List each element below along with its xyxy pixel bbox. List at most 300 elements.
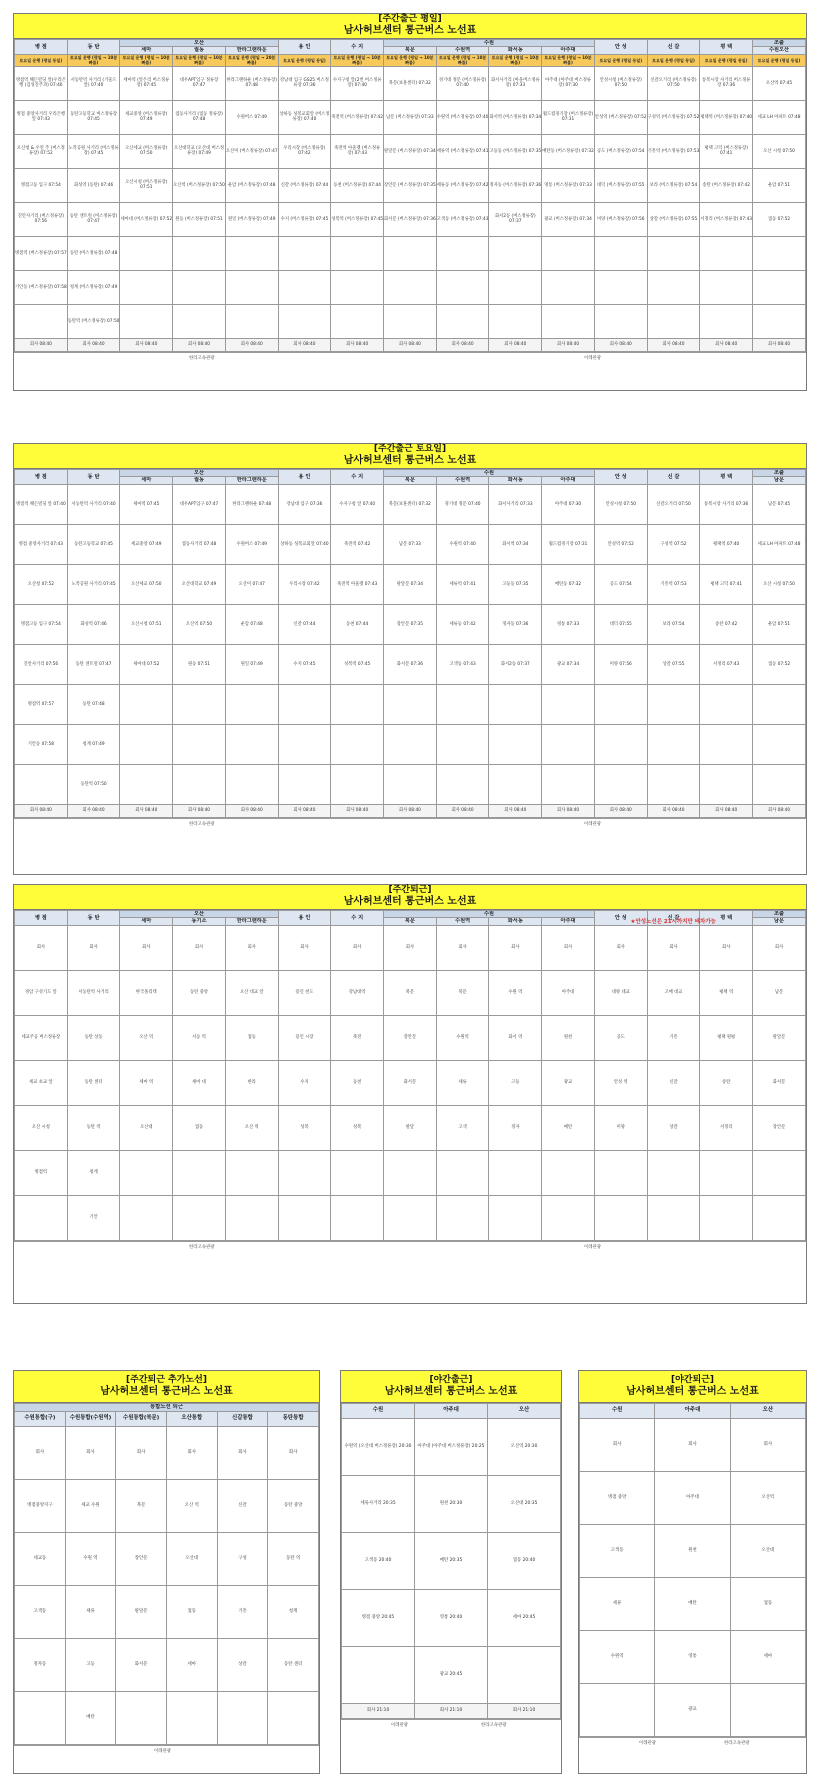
arrival-cell: 회사 21:10 xyxy=(342,1703,415,1718)
column-header: 수원통합(북문) xyxy=(116,1411,167,1426)
arrival-cell: 회사 08:40 xyxy=(331,338,384,351)
stop-cell: 죽전역 (버스정류장) 07:42 xyxy=(331,100,384,134)
column-header: 오산통합 xyxy=(166,1411,217,1426)
stop-cell: 세교 LH 아파트 07:48 xyxy=(753,100,806,134)
stop-cell xyxy=(225,270,278,304)
stop-cell: 고색동 (버스정류장) 07:43 xyxy=(436,202,489,236)
stop-cell: 월드컵경기장 07:31 xyxy=(542,524,595,564)
stop-cell xyxy=(700,304,753,338)
column-header: 병 점 xyxy=(15,39,68,54)
schedule-note: 토요일 운행 (평일 → 10분 빠름) xyxy=(331,54,384,66)
sheet-title-main: 남사허브센터 통근버스 노선표 xyxy=(343,25,477,37)
column-header: 수원통합(구) xyxy=(15,1411,66,1426)
stop-cell xyxy=(173,764,226,804)
stop-cell xyxy=(278,764,331,804)
stop-cell: 신갈 xyxy=(647,1060,700,1105)
stop-cell xyxy=(753,724,806,764)
stop-cell xyxy=(542,764,595,804)
stop-cell: 경기대 정문 (버스정류장) 07:40 xyxy=(436,66,489,100)
stop-cell: 세류 xyxy=(65,1585,116,1638)
stop-cell: 병점 중앙사거리 우리은행 앞 07:43 xyxy=(15,100,68,134)
stop-cell: 오산시청 (버스정류장) 07:51 xyxy=(120,168,173,202)
stop-cell: 평택역 (버스정류장) 07:40 xyxy=(700,100,753,134)
stop-cell xyxy=(542,1150,595,1195)
stop-cell xyxy=(647,236,700,270)
stop-cell: 화서역 07:34 xyxy=(489,524,542,564)
schedule-note: 토요일 운행 (평일 → 10분 빠름) xyxy=(489,54,542,66)
timetable-day-out xyxy=(14,910,806,1241)
stop-cell: 대덕 07:55 xyxy=(594,604,647,644)
stop-cell: 서정리 07:43 xyxy=(700,644,753,684)
stop-cell: 미양 (버스정류장) 07:56 xyxy=(594,202,647,236)
stop-cell: 장안문 xyxy=(384,1015,437,1060)
column-group-header: 오산 xyxy=(120,39,278,47)
stop-cell: 통복시장 사거리 07:36 xyxy=(700,484,753,524)
stop-cell xyxy=(331,1150,384,1195)
stop-cell: 대양 대교 xyxy=(594,970,647,1015)
stop-cell: 세마역 (앞은리 버스정류장) 07:45 xyxy=(120,66,173,100)
stop-cell: 오산미 (버스정류장) 07:47 xyxy=(225,134,278,168)
stop-cell xyxy=(173,304,226,338)
stop-cell: 수지 xyxy=(278,1060,331,1105)
stop-cell xyxy=(700,764,753,804)
panel-title xyxy=(579,1371,806,1403)
stop-cell: 대덕 (버스정류장) 07:55 xyxy=(594,168,647,202)
stop-cell: 평택역 07:40 xyxy=(700,524,753,564)
stop-cell: 서동탄역 사거리 07:40 xyxy=(67,484,120,524)
schedule-note: 토요일 운행 (평일 동일) xyxy=(594,54,647,66)
stop-cell: 오산대학교 07:49 xyxy=(173,564,226,604)
arrival-cell: 회사 08:40 xyxy=(436,338,489,351)
stop-cell: 상하동 성복교회앞 07:40 xyxy=(278,524,331,564)
arrival-cell: 회사 08:40 xyxy=(225,338,278,351)
stop-cell xyxy=(15,304,68,338)
sheet-footer xyxy=(14,1241,806,1251)
schedule-note: 토요일 운행 (평일 → 10분 빠름) xyxy=(542,54,595,66)
stop-cell: 북문 xyxy=(436,970,489,1015)
stop-cell: 매탄 xyxy=(65,1691,116,1744)
column-group-header: 조출 xyxy=(753,469,806,477)
stop-cell: 청계 xyxy=(67,1150,120,1195)
schedule-note: 토요일 운행 (평일 → 20분 빠름) xyxy=(225,54,278,66)
arrival-cell: 회사 08:40 xyxy=(278,804,331,817)
stop-cell: 세마 xyxy=(730,1630,805,1683)
stop-cell xyxy=(753,764,806,804)
stop-cell: 수원역 07:40 xyxy=(436,524,489,564)
arrival-cell: 회사 08:40 xyxy=(594,804,647,817)
schedule-note: 토요일 운행 (평일 동일) xyxy=(753,54,806,66)
arrival-cell: 회사 08:40 xyxy=(489,338,542,351)
stop-cell xyxy=(542,270,595,304)
stop-cell: 북문(보훈센터) 07:32 xyxy=(384,484,437,524)
column-header: 신 갈 xyxy=(647,469,700,484)
stop-cell: 통복시장 사거리 버스정류장 07:36 xyxy=(700,66,753,100)
schedule-note: 토요일 운행 (평일 → 10분 빠름) xyxy=(384,54,437,66)
arrival-cell: 회사 08:40 xyxy=(173,804,226,817)
stop-cell: 동탄 센터 xyxy=(67,1060,120,1105)
stop-cell: 신갈오거리 07:50 xyxy=(647,484,700,524)
column-header: 수원 xyxy=(580,1403,655,1418)
stop-cell: 남문 07:33 xyxy=(384,524,437,564)
panel-night-out xyxy=(578,1370,807,1774)
stop-cell xyxy=(225,764,278,804)
stop-cell: 수원버스 07:49 xyxy=(225,524,278,564)
column-header: 동 탄 xyxy=(67,39,120,54)
column-header: 남문 xyxy=(753,918,806,926)
stop-cell: 서동탄역 사거리 xyxy=(67,970,120,1015)
arrival-cell: 회사 08:40 xyxy=(753,804,806,817)
sheet-title-main: 남사허브센터 통근버스 노선표 xyxy=(343,896,477,908)
stop-cell: 미양 07:56 xyxy=(594,644,647,684)
stop-cell: 기안 xyxy=(67,1195,120,1240)
stop-cell: 궐동 07:52 xyxy=(753,202,806,236)
stop-cell xyxy=(489,1195,542,1240)
stop-cell xyxy=(225,1195,278,1240)
stop-cell: 세교중앙 07:49 xyxy=(120,524,173,564)
stop-cell xyxy=(278,236,331,270)
stop-cell: 강남대 입구 GS25 버스정류장 07:36 xyxy=(278,66,331,100)
stop-cell xyxy=(15,1691,66,1744)
stop-cell: 화서2동 (버스정류장) 07:37 xyxy=(489,202,542,236)
sheet-title xyxy=(14,885,806,910)
stop-cell: 청계 (버스정류장) 07:49 xyxy=(67,270,120,304)
stop-cell: 회사 xyxy=(384,925,437,970)
stop-cell: 평택 고덕 (버스정류장) 07:41 xyxy=(700,134,753,168)
column-header: 한라그랜하운 xyxy=(225,918,278,926)
stop-cell xyxy=(384,236,437,270)
panel-title-tag: [야간출근] xyxy=(429,1375,473,1385)
column-header: 평 택 xyxy=(700,39,753,54)
stop-cell xyxy=(647,1150,700,1195)
column-header: 아주대 xyxy=(655,1403,730,1418)
stop-cell: 세류 xyxy=(580,1577,655,1630)
stop-cell: 오산역 20:30 xyxy=(488,1418,561,1475)
stop-cell: 원일 07:49 xyxy=(225,644,278,684)
stop-cell: 회사 xyxy=(116,1426,167,1479)
stop-cell xyxy=(700,270,753,304)
stop-cell: 팔달문 xyxy=(753,1015,806,1060)
column-header: 궐동 xyxy=(173,477,226,485)
column-header: 용 인 xyxy=(278,469,331,484)
stop-cell: 서정리 xyxy=(700,1105,753,1150)
stop-cell: 동탄역 (버스정류장) 07:50 xyxy=(67,304,120,338)
panel-title-tag: [주간퇴근 추가노선] xyxy=(126,1375,207,1385)
stop-cell xyxy=(594,684,647,724)
stop-cell: 원천 xyxy=(655,1524,730,1577)
stop-cell: 회사 xyxy=(730,1418,805,1471)
column-group-header: 조출 xyxy=(753,910,806,918)
stop-cell: 안성역 07:52 xyxy=(594,524,647,564)
stop-cell: 노작공원 사거리 07:45 xyxy=(67,564,120,604)
column-header: 궐동 xyxy=(173,47,226,55)
panel-title-tag: [야간퇴근] xyxy=(670,1375,714,1385)
stop-cell: 화서 역 xyxy=(489,1015,542,1060)
column-header: 화서동 xyxy=(489,918,542,926)
stop-cell: 오산역 07:50 xyxy=(173,604,226,644)
stop-cell: 한라그랜하운 (버스정류장) 07:48 xyxy=(225,66,278,100)
stop-cell xyxy=(594,1150,647,1195)
stop-cell xyxy=(384,684,437,724)
stop-cell xyxy=(120,236,173,270)
stop-cell: 아주대 07:30 xyxy=(542,484,595,524)
stop-cell xyxy=(594,270,647,304)
stop-cell: 매탄동 07:32 xyxy=(542,564,595,604)
stop-cell xyxy=(173,724,226,764)
stop-cell xyxy=(166,1691,217,1744)
stop-cell xyxy=(268,1691,319,1744)
stop-cell: 대우APT입구 정류장 07:47 xyxy=(173,66,226,100)
stop-cell: 화서사거리 07:33 xyxy=(489,484,542,524)
stop-cell xyxy=(489,1150,542,1195)
stop-cell: 아주대 xyxy=(542,970,595,1015)
stop-cell: 동탄 역 xyxy=(67,1105,120,1150)
stop-cell xyxy=(278,1195,331,1240)
stop-cell: 구성역 (버스정류장) 07:52 xyxy=(647,100,700,134)
stop-cell xyxy=(594,236,647,270)
stop-cell: 회사 xyxy=(166,1426,217,1479)
stop-cell: 영통 (버스정류장) 07:33 xyxy=(542,168,595,202)
stop-cell: 장안문 xyxy=(116,1532,167,1585)
stop-cell: 세교주공 버스정류장 xyxy=(15,1015,68,1060)
stop-cell: 동천 xyxy=(331,1060,384,1105)
stop-cell: 수원역 xyxy=(436,1015,489,1060)
stop-cell: 오산 역 xyxy=(120,1015,173,1060)
stop-cell: 매탄동 (버스정류장) 07:32 xyxy=(542,134,595,168)
stop-cell: 원천 xyxy=(542,1015,595,1060)
stop-cell: 광교 xyxy=(542,1060,595,1105)
stop-cell: 세교 초교 앞 xyxy=(15,1060,68,1105)
stop-cell xyxy=(225,304,278,338)
stop-cell: 동탄 (버스정류장) 07:48 xyxy=(67,236,120,270)
stop-cell: 송탄 xyxy=(700,1060,753,1105)
arrival-cell: 회사 08:40 xyxy=(331,804,384,817)
stop-cell: 안성시청 (버스정류장) 07:50 xyxy=(594,66,647,100)
stop-cell: 기안동 07:58 xyxy=(15,724,68,764)
timetable-night-out xyxy=(579,1403,806,1737)
stop-cell xyxy=(225,684,278,724)
stop-cell: 동탄 중앙 xyxy=(173,970,226,1015)
stop-cell: 성복역 07:45 xyxy=(331,644,384,684)
stop-cell: 송탄 07:42 xyxy=(700,604,753,644)
stop-cell xyxy=(436,1195,489,1240)
stop-cell: 안성 역 xyxy=(594,1060,647,1105)
arrival-cell: 회사 08:40 xyxy=(173,338,226,351)
stop-cell: 오산 역 xyxy=(225,1105,278,1150)
stop-cell: 화성역 (동탄) 07:46 xyxy=(67,168,120,202)
stop-cell: 평택 고덕 07:41 xyxy=(700,564,753,604)
stop-cell: 오산청 07:52 xyxy=(15,564,68,604)
stop-cell: 고색동 20:40 xyxy=(342,1532,415,1589)
notice-text: ★안성노선은 21시까지만 배차가능 xyxy=(630,919,716,925)
stop-cell: 세마역 07:45 xyxy=(120,484,173,524)
column-header: 수원통합(수원역) xyxy=(65,1411,116,1426)
stop-cell: 수원역 (버스정류장) 07:40 xyxy=(436,100,489,134)
column-header: 세마 xyxy=(120,918,173,926)
stop-cell: 보라 (버스정류장) 07:54 xyxy=(647,168,700,202)
stop-cell: 수원역 (오산대 버스정류장) 20:30 xyxy=(342,1418,415,1475)
stop-cell: 회사 xyxy=(15,925,68,970)
stop-cell xyxy=(647,764,700,804)
stop-cell: 수지 07:45 xyxy=(278,644,331,684)
operator-label: 한라고속관광 xyxy=(189,1244,215,1250)
stop-cell: 서동탄역 사거리 (거울드 앞) 07:40 xyxy=(67,66,120,100)
stop-cell: 상갈 xyxy=(647,1105,700,1150)
stop-cell: 상갈 (버스정류장) 07:55 xyxy=(647,202,700,236)
stop-cell: 오산역 (버스정류장) 07:50 xyxy=(173,168,226,202)
arrival-cell: 회사 08:40 xyxy=(120,338,173,351)
stop-cell: 한국폴리텍 xyxy=(120,970,173,1015)
stop-cell xyxy=(436,724,489,764)
stop-cell xyxy=(647,684,700,724)
stop-cell xyxy=(647,724,700,764)
stop-cell: 회사 xyxy=(120,925,173,970)
stop-cell: 우리시장 07:42 xyxy=(278,564,331,604)
stop-cell xyxy=(594,764,647,804)
arrival-cell: 회사 08:40 xyxy=(67,338,120,351)
stop-cell: 고등동 (버스정류장) 07:35 xyxy=(489,134,542,168)
stop-cell: 병점고등 입구 07:54 xyxy=(15,168,68,202)
stop-cell: 오산세교 07:50 xyxy=(120,564,173,604)
stop-cell: 고등 xyxy=(65,1638,116,1691)
stop-cell xyxy=(436,304,489,338)
stop-cell: 화서문 xyxy=(384,1060,437,1105)
sheet-weekday-in xyxy=(13,13,807,391)
stop-cell: 오산대학교 (오산대 버스정류장) 07:49 xyxy=(173,134,226,168)
stop-cell: 북문 xyxy=(384,970,437,1015)
stop-cell: 운암 07:51 xyxy=(753,604,806,644)
stop-cell: 회사 xyxy=(655,1418,730,1471)
stop-cell: 동천 (버스정류장) 07:44 xyxy=(331,168,384,202)
stop-cell: 장안문 07:35 xyxy=(384,604,437,644)
stop-cell: 고색동 07:43 xyxy=(436,644,489,684)
stop-cell: 오산 시청 07:50 xyxy=(753,134,806,168)
stop-cell: 오산세교 (버스정류장) 07:50 xyxy=(120,134,173,168)
stop-cell: 신갈 (버스정류장) 07:44 xyxy=(278,168,331,202)
stop-cell: 팔달문 07:34 xyxy=(384,564,437,604)
stop-cell: 진안사거리 07:56 xyxy=(15,644,68,684)
stop-cell: 궐동사거리 (궐동 정류장) 07:48 xyxy=(173,100,226,134)
stop-cell: 궐동 xyxy=(225,1015,278,1060)
arrival-cell: 회사 08:40 xyxy=(542,804,595,817)
stop-cell xyxy=(331,270,384,304)
schedule-note: 토요일 운행 (평일 → 10분 빠름) xyxy=(436,54,489,66)
stop-cell: 공도 (버스정류장) 07:54 xyxy=(594,134,647,168)
stop-cell: 세마 20:45 xyxy=(488,1589,561,1646)
stop-cell xyxy=(489,270,542,304)
arrival-cell: 회사 21:10 xyxy=(415,1703,488,1718)
sheet-footer xyxy=(14,352,806,362)
stop-cell: 평택 역 xyxy=(700,970,753,1015)
schedule-note: 토요일 운행 (평일 → 10분 빠름) xyxy=(67,54,120,66)
stop-cell xyxy=(700,1195,753,1240)
stop-cell: 회사 xyxy=(67,925,120,970)
stop-cell xyxy=(331,1195,384,1240)
stop-cell xyxy=(331,684,384,724)
stop-cell: 동탄 중앙 xyxy=(268,1479,319,1532)
stop-cell: 수지구청 앞 07:40 xyxy=(331,484,384,524)
stop-cell: 죽전역 07:42 xyxy=(331,524,384,564)
stop-cell: 오산역 xyxy=(730,1471,805,1524)
stop-cell: 세교 LH 아파트 07:48 xyxy=(753,524,806,564)
stop-cell: 원동 (버스정류장) 07:51 xyxy=(173,202,226,236)
stop-cell: 수원 역 xyxy=(65,1532,116,1585)
stop-cell: 우리시장 (버스정류장) 07:42 xyxy=(278,134,331,168)
stop-cell: 성복 xyxy=(278,1105,331,1150)
stop-cell: 오산 역 xyxy=(166,1479,217,1532)
column-header: 아주대 xyxy=(542,918,595,926)
stop-cell: 팔달문 (버스정류장) 07:34 xyxy=(384,134,437,168)
stop-cell: 화서사거리 (마을버스정류장) 07:33 xyxy=(489,66,542,100)
panel-title-main: 남사허브센터 통근버스 노선표 xyxy=(100,1386,233,1398)
stop-cell: 동탄 센트럴 07:47 xyxy=(67,644,120,684)
sheet-title-main: 남사허브센터 통근버스 노선표 xyxy=(343,455,477,467)
operator-label: 이레관광 xyxy=(584,821,601,827)
panel-extra-out xyxy=(13,1370,320,1774)
stop-cell: 한라그랜하운 07:48 xyxy=(225,484,278,524)
arrival-cell: 회사 08:40 xyxy=(436,804,489,817)
stop-cell xyxy=(580,1683,655,1736)
stop-cell: 팔달 xyxy=(384,1105,437,1150)
column-header: 수원역 xyxy=(436,47,489,55)
stop-cell xyxy=(120,724,173,764)
stop-cell: 동탄고등학교 07:45 xyxy=(67,524,120,564)
schedule-note: 토요일 운행 (평일 동일) xyxy=(700,54,753,66)
stop-cell xyxy=(753,684,806,724)
stop-cell: 원일 (버스정류장) 07:49 xyxy=(225,202,278,236)
stop-cell: 정자동 xyxy=(15,1638,66,1691)
stop-cell: 세마 대 xyxy=(173,1060,226,1105)
stop-cell: 회사 xyxy=(580,1418,655,1471)
stop-cell: 오산 대교 앞 xyxy=(225,970,278,1015)
schedule-note: 토요일 운행 (평일 → 10분 빠름) xyxy=(120,54,173,66)
stop-cell xyxy=(173,684,226,724)
stop-cell: 동탄 상동 xyxy=(67,1015,120,1060)
stop-cell: 화성역 07:46 xyxy=(67,604,120,644)
stop-cell xyxy=(173,1150,226,1195)
operator-label: 이레관광 xyxy=(584,355,601,361)
stop-cell xyxy=(647,304,700,338)
stop-cell xyxy=(436,1150,489,1195)
stop-cell: 회사 xyxy=(753,925,806,970)
stop-cell: 안성역 (버스정류장) 07:52 xyxy=(594,100,647,134)
stop-cell: 병점 중앙 20:45 xyxy=(342,1589,415,1646)
column-header: 아주대 xyxy=(415,1403,488,1418)
column-header: 동 탄 xyxy=(67,910,120,925)
stop-cell: 평택 원평 xyxy=(700,1015,753,1060)
sheet-footer xyxy=(14,818,806,828)
sheet-title-tag: [주간출근 토요일] xyxy=(373,444,447,454)
stop-cell: 북문 xyxy=(116,1479,167,1532)
schedule-note: 토요일 운행 (평일 → 10분 빠름) xyxy=(173,54,226,66)
stop-cell xyxy=(700,236,753,270)
column-header: 수 지 xyxy=(331,469,384,484)
stop-cell xyxy=(120,684,173,724)
column-header: 수 지 xyxy=(331,39,384,54)
stop-cell: 세마 xyxy=(166,1638,217,1691)
column-header: 평 택 xyxy=(700,469,753,484)
stop-cell xyxy=(384,304,437,338)
stop-cell: 회사 xyxy=(268,1426,319,1479)
stop-cell: 강남대 입구 07:36 xyxy=(278,484,331,524)
stop-cell xyxy=(331,764,384,804)
stop-cell xyxy=(278,684,331,724)
arrival-cell: 회사 08:40 xyxy=(225,804,278,817)
stop-cell: 서동 역 xyxy=(173,1015,226,1060)
stop-cell: 아주대 xyxy=(655,1471,730,1524)
stop-cell: 송탄 (버스정류장) 07:42 xyxy=(700,168,753,202)
stop-cell xyxy=(217,1691,268,1744)
stop-cell xyxy=(384,724,437,764)
